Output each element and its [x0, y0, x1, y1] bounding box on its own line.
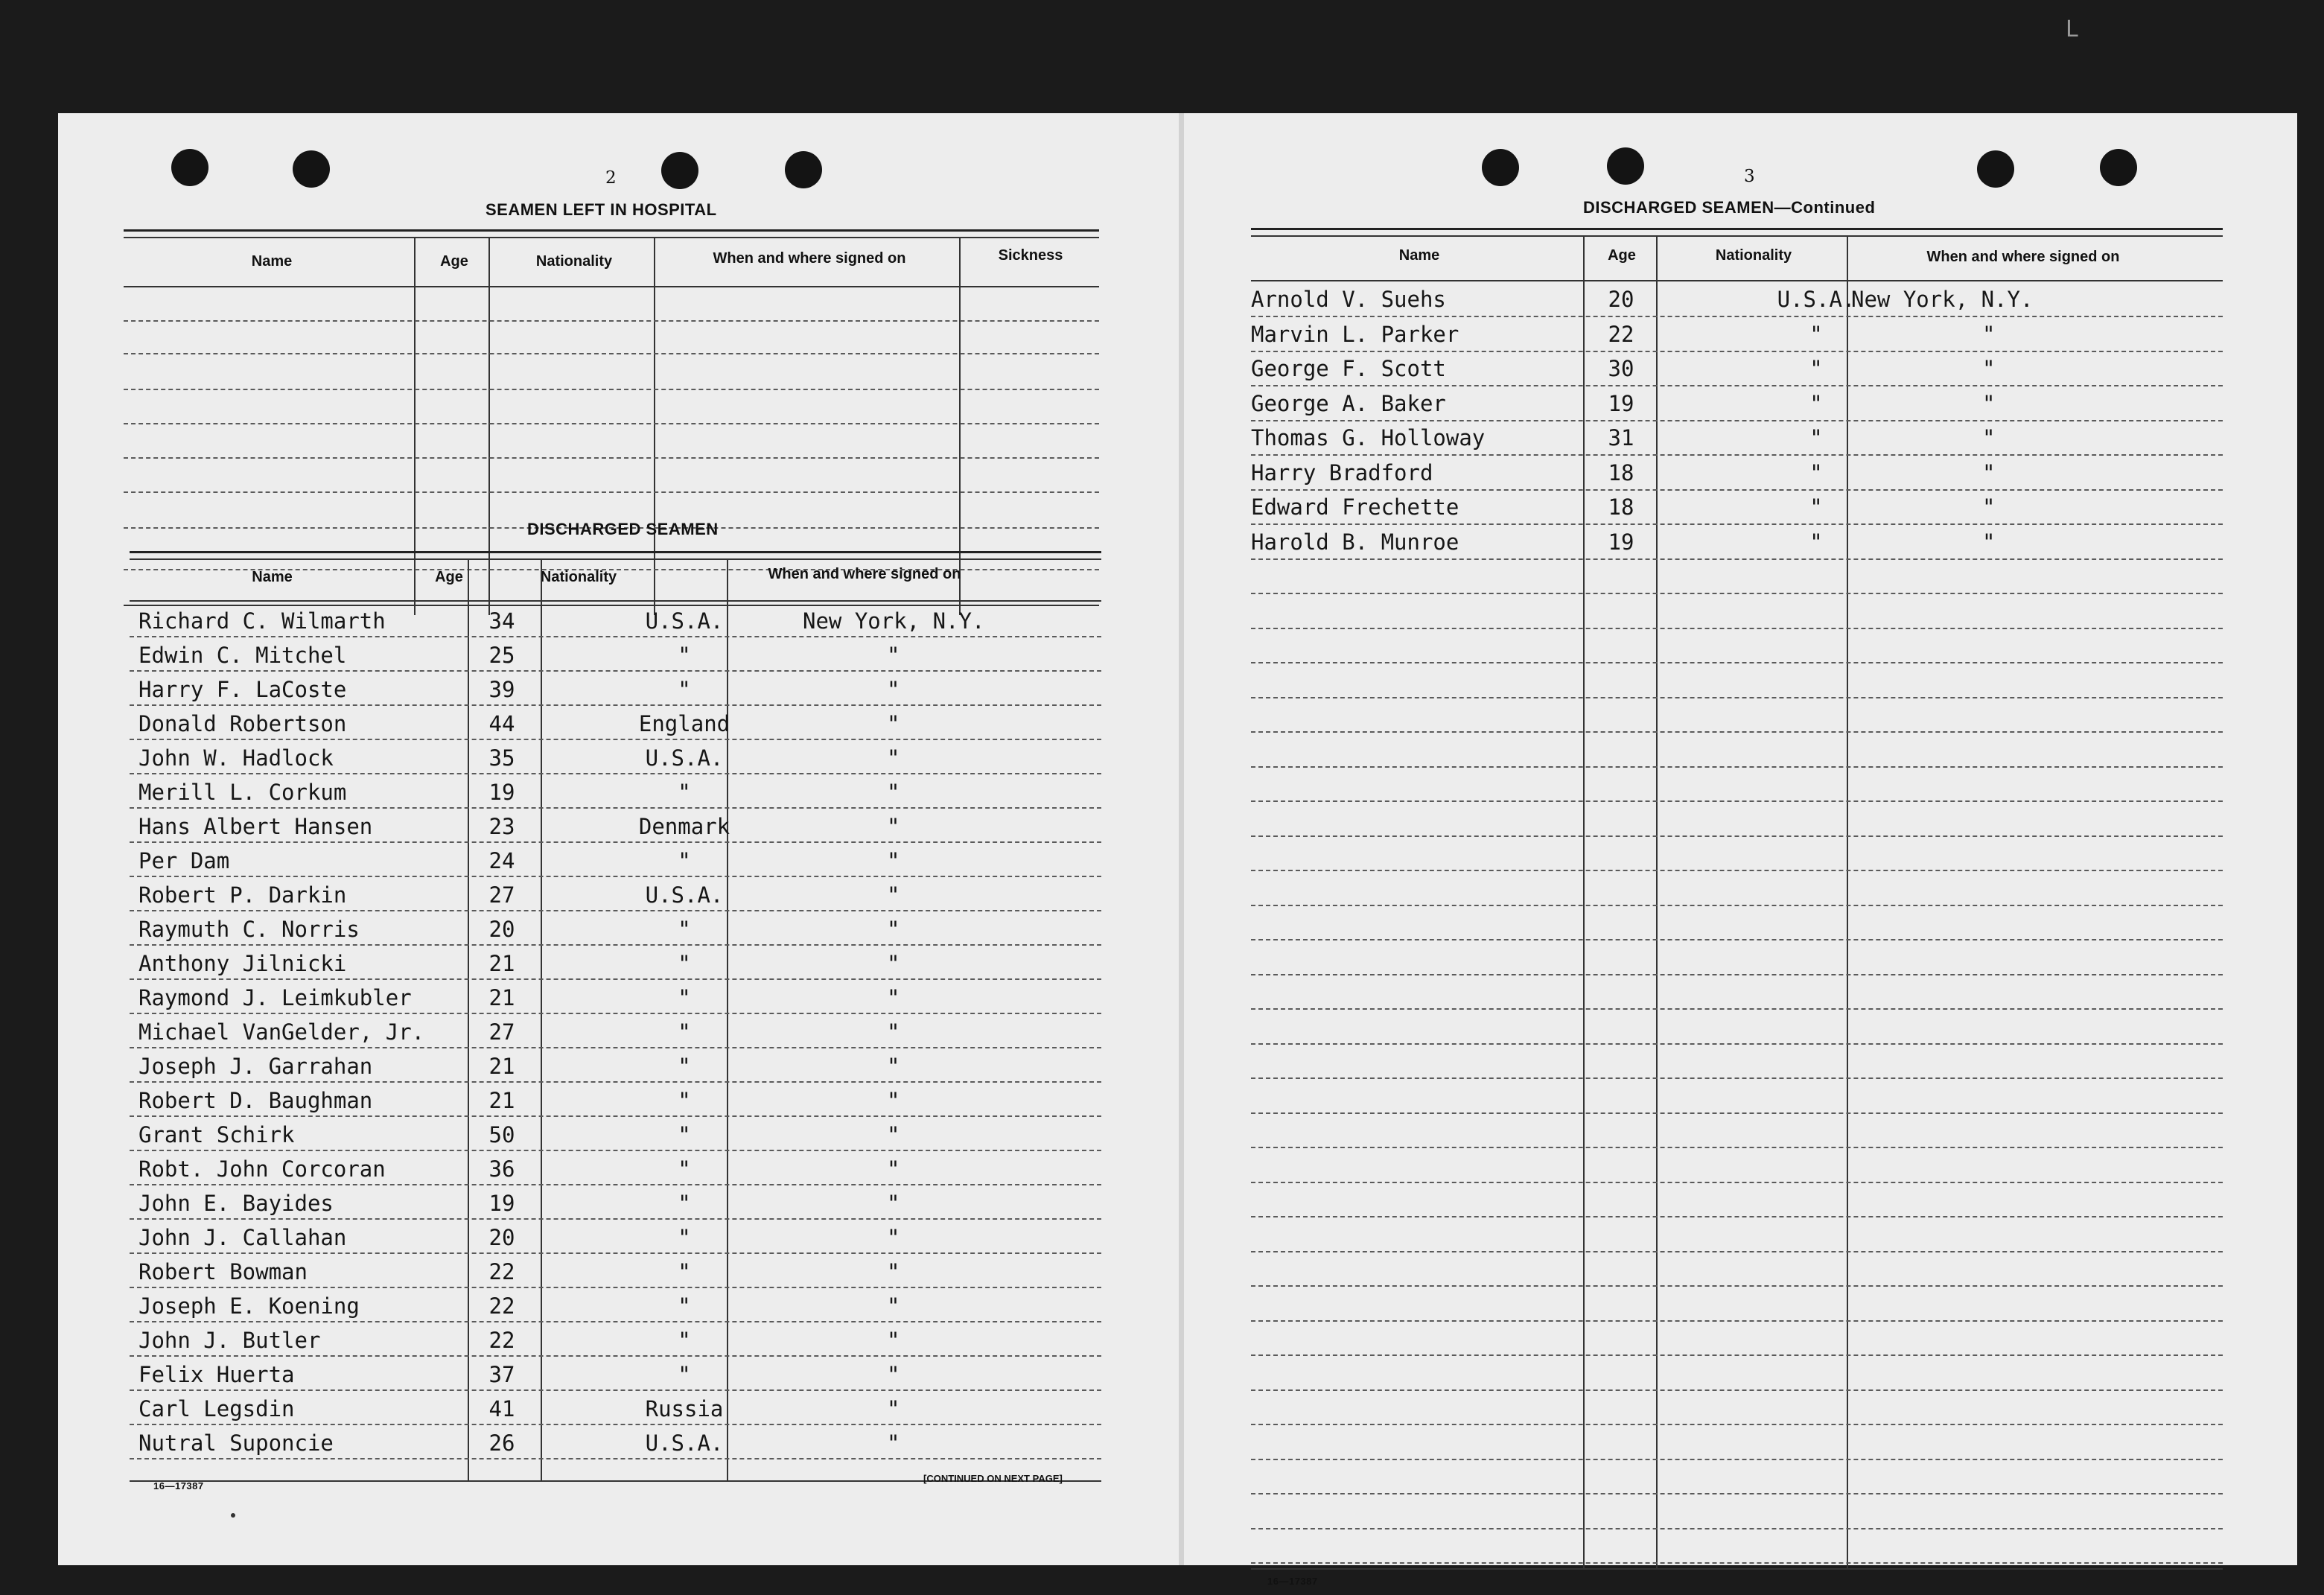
- cell-name: Harold B. Munroe: [1251, 529, 1459, 555]
- table-row: [130, 1257, 1101, 1287]
- cell-name: John J. Butler: [139, 1328, 321, 1353]
- cell-name: Donald Robertson: [139, 711, 347, 736]
- row-line: [124, 389, 1099, 390]
- row-line: [1251, 454, 2223, 456]
- cell-when-signed: ": [1982, 460, 1996, 485]
- header-rule: [130, 600, 1101, 602]
- row-line: [130, 1013, 1101, 1014]
- table-row: [130, 1188, 1101, 1218]
- cell-age: 34: [488, 608, 515, 634]
- cell-nationality: ": [1809, 494, 1823, 520]
- row-line: [1251, 974, 2223, 975]
- title-main: DISCHARGED SEAMEN: [1583, 198, 1774, 217]
- cell-when-signed: ": [887, 1362, 900, 1387]
- cell-nationality: ": [678, 1293, 691, 1319]
- table-row: [130, 675, 1101, 704]
- cell-name: Arnold V. Suehs: [1251, 287, 1446, 312]
- cell-age: 26: [488, 1430, 515, 1456]
- col-head-when: When and where signed on: [713, 250, 906, 267]
- page-number: 3: [1744, 167, 1755, 186]
- cell-when-signed: ": [887, 780, 900, 805]
- table-row: [1251, 389, 2223, 418]
- cell-name: Robert P. Darkin: [139, 882, 347, 908]
- table-row: [130, 1154, 1101, 1184]
- row-line: [1251, 1528, 2223, 1529]
- cell-age: 18: [1608, 494, 1634, 520]
- cell-age: 25: [488, 643, 515, 668]
- cell-nationality: ": [1809, 529, 1823, 555]
- cell-age: 50: [488, 1122, 515, 1147]
- cell-nationality: Russia: [645, 1396, 724, 1422]
- right-page: [1184, 113, 2297, 1587]
- col-head-name: Name: [251, 253, 293, 270]
- cell-age: 24: [488, 848, 515, 873]
- row-line: [1251, 1285, 2223, 1287]
- table-row: [130, 1120, 1101, 1150]
- row-line: [1251, 662, 2223, 663]
- cell-when-signed: ": [887, 882, 900, 908]
- cell-age: 18: [1608, 460, 1634, 485]
- cell-when-signed: ": [887, 985, 900, 1010]
- row-line: [1251, 870, 2223, 871]
- row-line: [130, 978, 1101, 980]
- row-line: [1251, 1147, 2223, 1148]
- row-line: [1251, 731, 2223, 733]
- cell-age: 21: [488, 951, 515, 976]
- table-rule: [124, 229, 1099, 232]
- cell-when-signed: ": [887, 677, 900, 702]
- cell-when-signed: ": [887, 643, 900, 668]
- cell-name: Anthony Jilnicki: [139, 951, 347, 976]
- cell-age: 23: [488, 814, 515, 839]
- cell-name: John E. Bayides: [139, 1191, 334, 1216]
- row-line: [124, 353, 1099, 354]
- table-rule: [1251, 1568, 2223, 1570]
- row-line: [130, 1355, 1101, 1357]
- cell-age: 22: [488, 1259, 515, 1284]
- cell-name: Per Dam: [139, 848, 230, 873]
- cell-nationality: ": [678, 1156, 691, 1182]
- row-line: [1251, 766, 2223, 768]
- cell-nationality: ": [1809, 322, 1823, 347]
- cell-when-signed: ": [1982, 494, 1996, 520]
- cell-nationality: ": [678, 1054, 691, 1079]
- table-row: [130, 914, 1101, 944]
- cell-nationality: ": [678, 1259, 691, 1284]
- row-line: [1251, 628, 2223, 629]
- table-row: [1251, 492, 2223, 522]
- cell-name: Edward Frechette: [1251, 494, 1459, 520]
- row-line: [130, 1218, 1101, 1220]
- col-head-name: Name: [252, 569, 293, 585]
- table-row: [1251, 319, 2223, 349]
- table-row: [1251, 527, 2223, 557]
- row-line: [1251, 489, 2223, 491]
- cell-when-signed: ": [887, 1191, 900, 1216]
- row-line: [130, 739, 1101, 740]
- table-row: [130, 983, 1101, 1013]
- left-page: [58, 113, 1179, 1565]
- col-head-when: When and where signed on: [1926, 249, 2120, 265]
- table-row: [130, 606, 1101, 636]
- row-line: [124, 320, 1099, 322]
- table-rule: [124, 237, 1099, 238]
- row-line: [130, 1252, 1101, 1254]
- cell-when-signed: ": [887, 1122, 900, 1147]
- corner-mark: L: [2066, 16, 2078, 42]
- row-line: [130, 1081, 1101, 1083]
- header-rule: [1251, 280, 2223, 281]
- cell-age: 22: [488, 1328, 515, 1353]
- cell-name: Marvin L. Parker: [1251, 322, 1459, 347]
- cell-name: Robt. John Corcoran: [139, 1156, 386, 1182]
- table-rule: [130, 558, 1101, 560]
- cell-when-signed: ": [1982, 529, 1996, 555]
- row-line: [130, 636, 1101, 637]
- table-row: [130, 640, 1101, 670]
- row-line: [130, 1184, 1101, 1185]
- punch-hole: [1977, 150, 2014, 188]
- row-line: [1251, 1182, 2223, 1183]
- row-line: [130, 1458, 1101, 1459]
- table-row: [130, 1428, 1101, 1458]
- cell-when-signed: ": [887, 951, 900, 976]
- table-row: [130, 1291, 1101, 1321]
- table-row: [130, 1394, 1101, 1424]
- row-line: [1251, 1008, 2223, 1010]
- row-line: [1251, 939, 2223, 940]
- page-gutter: [1179, 113, 1184, 1565]
- cell-age: 19: [1608, 529, 1634, 555]
- row-line: [1251, 1354, 2223, 1356]
- cell-name: Felix Huerta: [139, 1362, 295, 1387]
- cell-name: Richard C. Wilmarth: [139, 608, 386, 634]
- row-line: [1251, 1216, 2223, 1217]
- row-line: [1251, 1389, 2223, 1391]
- row-line: [130, 1150, 1101, 1151]
- table-row: [130, 1086, 1101, 1115]
- table-row: [130, 1017, 1101, 1047]
- cell-nationality: U.S.A.: [645, 882, 724, 908]
- page-speck: [231, 1513, 235, 1518]
- row-line: [130, 807, 1101, 809]
- table-row: [1251, 423, 2223, 453]
- punch-hole: [1607, 147, 1644, 185]
- cell-when-signed: ": [887, 1259, 900, 1284]
- cell-name: Harry Bradford: [1251, 460, 1433, 485]
- row-line: [130, 773, 1101, 774]
- table-row: [1251, 458, 2223, 488]
- col-head-when: When and where signed on: [768, 566, 961, 582]
- cell-when-signed: ": [1982, 322, 1996, 347]
- cell-nationality: ": [1809, 391, 1823, 416]
- table-row: [130, 709, 1101, 739]
- col-head-age: Age: [435, 569, 463, 585]
- cell-when-signed: ": [1982, 425, 1996, 451]
- cell-name: Grant Schirk: [139, 1122, 295, 1147]
- cell-nationality: ": [678, 780, 691, 805]
- cell-when-signed: ": [887, 1293, 900, 1319]
- row-line: [130, 910, 1101, 911]
- table-row: [130, 1051, 1101, 1081]
- table-row: [130, 1360, 1101, 1389]
- cell-nationality: ": [678, 1122, 691, 1147]
- row-line: [1251, 1112, 2223, 1114]
- cell-nationality: ": [1809, 460, 1823, 485]
- row-line: [1251, 835, 2223, 837]
- cell-age: 44: [488, 711, 515, 736]
- table-row: [130, 777, 1101, 807]
- cell-name: Harry F. LaCoste: [139, 677, 347, 702]
- table-rule: [1251, 228, 2223, 230]
- cell-when-signed: New York, N.Y.: [1851, 287, 2034, 312]
- cell-when-signed: ": [887, 1054, 900, 1079]
- cell-nationality: ": [678, 1328, 691, 1353]
- cell-when-signed: ": [887, 1088, 900, 1113]
- cell-name: Raymond J. Leimkubler: [139, 985, 412, 1010]
- cell-age: 35: [488, 745, 515, 771]
- cell-nationality: ": [678, 677, 691, 702]
- row-line: [1251, 800, 2223, 802]
- row-line: [130, 841, 1101, 843]
- cell-age: 27: [488, 1019, 515, 1045]
- row-line: [1251, 1562, 2223, 1564]
- cell-age: 20: [1608, 287, 1634, 312]
- row-line: [1251, 1077, 2223, 1079]
- row-line: [1251, 523, 2223, 525]
- discharged-section-title: DISCHARGED SEAMEN: [527, 520, 719, 538]
- cell-name: Thomas G. Holloway: [1251, 425, 1486, 451]
- cell-when-signed: ": [887, 1019, 900, 1045]
- cell-when-signed: ": [887, 1430, 900, 1456]
- cell-age: 22: [1608, 322, 1634, 347]
- table-row: [1251, 354, 2223, 383]
- form-number: 16—17387: [153, 1480, 204, 1491]
- row-line: [130, 944, 1101, 946]
- table-rule: [130, 551, 1101, 553]
- row-line: [124, 457, 1099, 459]
- row-line: [1251, 385, 2223, 386]
- cell-nationality: Denmark: [638, 814, 730, 839]
- row-line: [130, 1287, 1101, 1288]
- cell-age: 19: [488, 1191, 515, 1216]
- cell-age: 20: [488, 917, 515, 942]
- cell-age: 19: [488, 780, 515, 805]
- form-number: 16—17387: [1267, 1576, 1318, 1587]
- cell-age: 20: [488, 1225, 515, 1250]
- col-head-nationality: Nationality: [535, 253, 613, 270]
- cell-when-signed: ": [887, 848, 900, 873]
- cell-name: George A. Baker: [1251, 391, 1446, 416]
- title-continued: —Continued: [1774, 198, 1876, 217]
- table-row: [130, 812, 1101, 841]
- col-head-age: Age: [440, 253, 468, 270]
- cell-when-signed: ": [887, 1156, 900, 1182]
- cell-nationality: ": [678, 1362, 691, 1387]
- cell-when-signed: ": [887, 711, 900, 736]
- row-line: [130, 1047, 1101, 1048]
- col-head-age: Age: [1608, 247, 1636, 264]
- cell-when-signed: ": [1982, 391, 1996, 416]
- cell-name: Michael VanGelder, Jr.: [139, 1019, 425, 1045]
- cell-age: 22: [488, 1293, 515, 1319]
- cell-when-signed: ": [1982, 356, 1996, 381]
- cell-age: 30: [1608, 356, 1634, 381]
- row-line: [1251, 697, 2223, 698]
- cell-nationality: ": [678, 1225, 691, 1250]
- cell-nationality: U.S.A.: [645, 608, 724, 634]
- cell-age: 37: [488, 1362, 515, 1387]
- row-line: [1251, 1320, 2223, 1322]
- cell-name: George F. Scott: [1251, 356, 1446, 381]
- col-head-nationality: Nationality: [540, 569, 617, 585]
- cell-age: 21: [488, 1088, 515, 1113]
- cell-age: 27: [488, 882, 515, 908]
- punch-hole: [171, 149, 208, 186]
- table-row: [130, 846, 1101, 876]
- punch-hole: [1482, 149, 1519, 186]
- row-line: [124, 423, 1099, 424]
- cell-when-signed: ": [887, 745, 900, 771]
- cell-nationality: ": [678, 1191, 691, 1216]
- cell-age: 21: [488, 1054, 515, 1079]
- col-head-sickness: Sickness: [998, 247, 1063, 264]
- row-line: [124, 491, 1099, 493]
- cell-name: Nutral Suponcie: [139, 1430, 334, 1456]
- row-line: [1251, 351, 2223, 352]
- row-line: [130, 670, 1101, 672]
- cell-nationality: U.S.A.: [645, 1430, 724, 1456]
- cell-age: 19: [1608, 391, 1634, 416]
- cell-nationality: ": [678, 1019, 691, 1045]
- row-line: [130, 1389, 1101, 1391]
- cell-when-signed: ": [887, 1396, 900, 1422]
- col-head-nationality: Nationality: [1715, 247, 1792, 264]
- row-line: [1251, 558, 2223, 560]
- cell-age: 39: [488, 677, 515, 702]
- cell-nationality: U.S.A.: [1777, 287, 1856, 312]
- cell-name: Raymuth C. Norris: [139, 917, 360, 942]
- row-line: [1251, 420, 2223, 421]
- header-rule: [124, 286, 1099, 287]
- cell-when-signed: New York, N.Y.: [803, 608, 985, 634]
- cell-name: Hans Albert Hansen: [139, 814, 373, 839]
- row-line: [1251, 1493, 2223, 1494]
- row-line: [1251, 1251, 2223, 1252]
- cell-nationality: ": [678, 1088, 691, 1113]
- discharged-continued-title: [1583, 198, 1875, 217]
- cell-nationality: ": [678, 951, 691, 976]
- cell-age: 41: [488, 1396, 515, 1422]
- punch-hole: [785, 151, 822, 188]
- row-line: [1251, 1459, 2223, 1460]
- table-rule: [1251, 235, 2223, 237]
- cell-name: John J. Callahan: [139, 1225, 347, 1250]
- cell-nationality: England: [638, 711, 730, 736]
- cell-when-signed: ": [887, 1328, 900, 1353]
- cell-nationality: ": [1809, 425, 1823, 451]
- cell-nationality: ": [678, 917, 691, 942]
- table-row: [130, 1223, 1101, 1252]
- cell-age: 36: [488, 1156, 515, 1182]
- page-number: 2: [605, 168, 617, 188]
- cell-nationality: ": [678, 985, 691, 1010]
- punch-hole: [2100, 149, 2137, 186]
- cell-when-signed: ": [887, 814, 900, 839]
- continued-note: [CONTINUED ON NEXT PAGE]: [923, 1473, 1063, 1484]
- cell-name: Merill L. Corkum: [139, 780, 347, 805]
- row-line: [130, 1115, 1101, 1117]
- row-line: [130, 1424, 1101, 1425]
- row-line: [130, 1321, 1101, 1322]
- col-head-name: Name: [1398, 247, 1440, 264]
- row-line: [1251, 316, 2223, 317]
- cell-name: Edwin C. Mitchel: [139, 643, 347, 668]
- table-row: [130, 743, 1101, 773]
- row-line: [130, 876, 1101, 877]
- hospital-section-title: SEAMEN LEFT IN HOSPITAL: [486, 200, 717, 219]
- table-row: [130, 949, 1101, 978]
- table-row: [130, 1325, 1101, 1355]
- row-line: [1251, 905, 2223, 906]
- cell-when-signed: ": [887, 1225, 900, 1250]
- cell-nationality: U.S.A.: [645, 745, 724, 771]
- cell-nationality: ": [1809, 356, 1823, 381]
- row-line: [1251, 1043, 2223, 1045]
- cell-name: Robert D. Baughman: [139, 1088, 373, 1113]
- cell-age: 21: [488, 985, 515, 1010]
- cell-age: 31: [1608, 425, 1634, 451]
- table-row: [130, 880, 1101, 910]
- cell-name: Joseph E. Koening: [139, 1293, 360, 1319]
- punch-hole: [293, 150, 330, 188]
- table-row: [1251, 284, 2223, 314]
- cell-nationality: ": [678, 848, 691, 873]
- cell-nationality: ": [678, 643, 691, 668]
- cell-name: Carl Legsdin: [139, 1396, 295, 1422]
- row-line: [1251, 593, 2223, 594]
- punch-hole: [661, 152, 698, 189]
- row-line: [1251, 1424, 2223, 1425]
- cell-name: John W. Hadlock: [139, 745, 334, 771]
- row-line: [130, 704, 1101, 706]
- cell-name: Joseph J. Garrahan: [139, 1054, 373, 1079]
- cell-name: Robert Bowman: [139, 1259, 308, 1284]
- cell-when-signed: ": [887, 917, 900, 942]
